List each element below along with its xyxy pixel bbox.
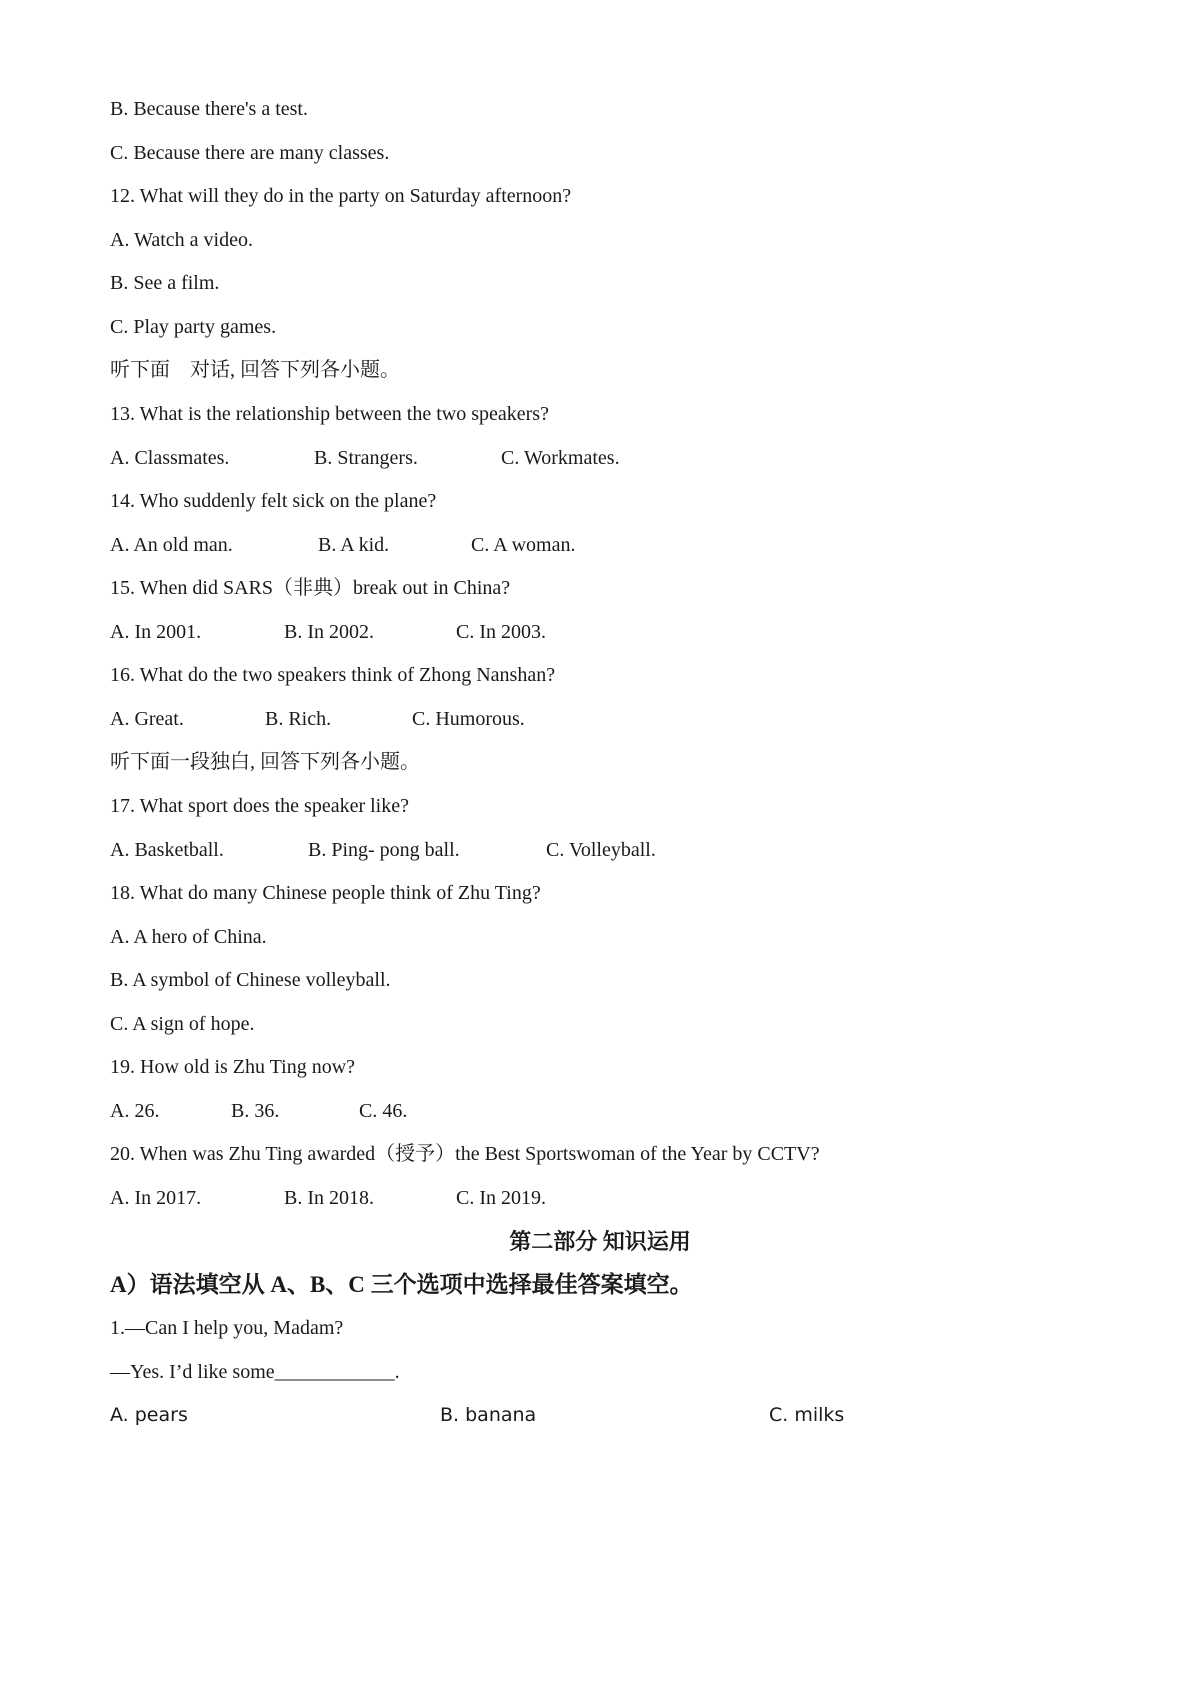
option-b: B. A kid. [318,534,390,556]
question-13: 13. What is the relationship between the two speakers? [110,403,549,425]
part-two-title: 第二部分 知识运用 [509,1229,691,1254]
option-c: C. milks [769,1404,845,1426]
option-a: A. Basketball. [110,839,224,861]
grammar-question-1: 1.—Can I help you, Madam? [110,1317,344,1339]
option-text: A. Watch a video. [110,229,253,251]
option-a: A. 26. [110,1100,160,1122]
listening-instruction: 听下面 对话, 回答下列各小题。 [110,359,400,381]
options-row-13 [110,446,1110,470]
option-b: B. In 2002. [284,621,374,643]
option-a: A. In 2017. [110,1187,202,1209]
option-a: A. pears [110,1404,188,1426]
options-row-15 [110,620,1110,644]
option-c: C. In 2019. [456,1187,546,1209]
option-text: B. A symbol of Chinese volleyball. [110,969,391,991]
question-17: 17. What sport does the speaker like? [110,795,409,817]
option-b: B. Strangers. [314,447,418,469]
option-a: A. Great. [110,708,184,730]
options-row-20 [110,1186,1110,1210]
option-text: B. See a film. [110,272,220,294]
option-c: C. 46. [359,1100,408,1122]
question-18: 18. What do many Chinese people think of Zhu Ting? [110,882,541,904]
question-15: 15. When did SARS（非典）break out in China? [110,577,511,599]
grammar-question-1-answer-line: —Yes. I’d like some____________. [110,1361,400,1383]
option-c: C. A woman. [471,534,576,556]
option-b: B. Ping- pong ball. [308,839,460,861]
option-c: C. Humorous. [412,708,525,730]
section-a-heading: A）语法填空从 A、B、C 三个选项中选择最佳答案填空。 [110,1272,693,1297]
option-text: C. Play party games. [110,316,277,338]
option-a: A. Classmates. [110,447,230,469]
option-c: C. In 2003. [456,621,546,643]
question-16: 16. What do the two speakers think of Zhong Nanshan? [110,664,556,686]
option-text: B. Because there's a test. [110,98,308,120]
option-b: B. 36. [231,1100,280,1122]
question-12: 12. What will they do in the party on Saturday afternoon? [110,185,572,207]
options-row-grammar-1 [110,1403,1110,1427]
option-c: C. Workmates. [501,447,620,469]
option-text: C. A sign of hope. [110,1013,255,1035]
options-row-19 [110,1099,1110,1123]
option-c: C. Volleyball. [546,839,656,861]
options-row-16 [110,707,1110,731]
option-b: B. In 2018. [284,1187,374,1209]
option-b: B. Rich. [265,708,332,730]
listening-instruction: 听下面一段独白, 回答下列各小题。 [110,751,420,773]
option-b: B. banana [440,1404,537,1426]
option-a: A. In 2001. [110,621,202,643]
question-19: 19. How old is Zhu Ting now? [110,1056,356,1078]
option-text: C. Because there are many classes. [110,142,390,164]
question-14: 14. Who suddenly felt sick on the plane? [110,490,437,512]
question-20: 20. When was Zhu Ting awarded（授予）the Best Sportswoman of the Year by CCTV? [110,1143,820,1165]
options-row-17 [110,838,1110,862]
option-text: A. A hero of China. [110,926,267,948]
option-a: A. An old man. [110,534,233,556]
options-row-14 [110,533,1110,557]
